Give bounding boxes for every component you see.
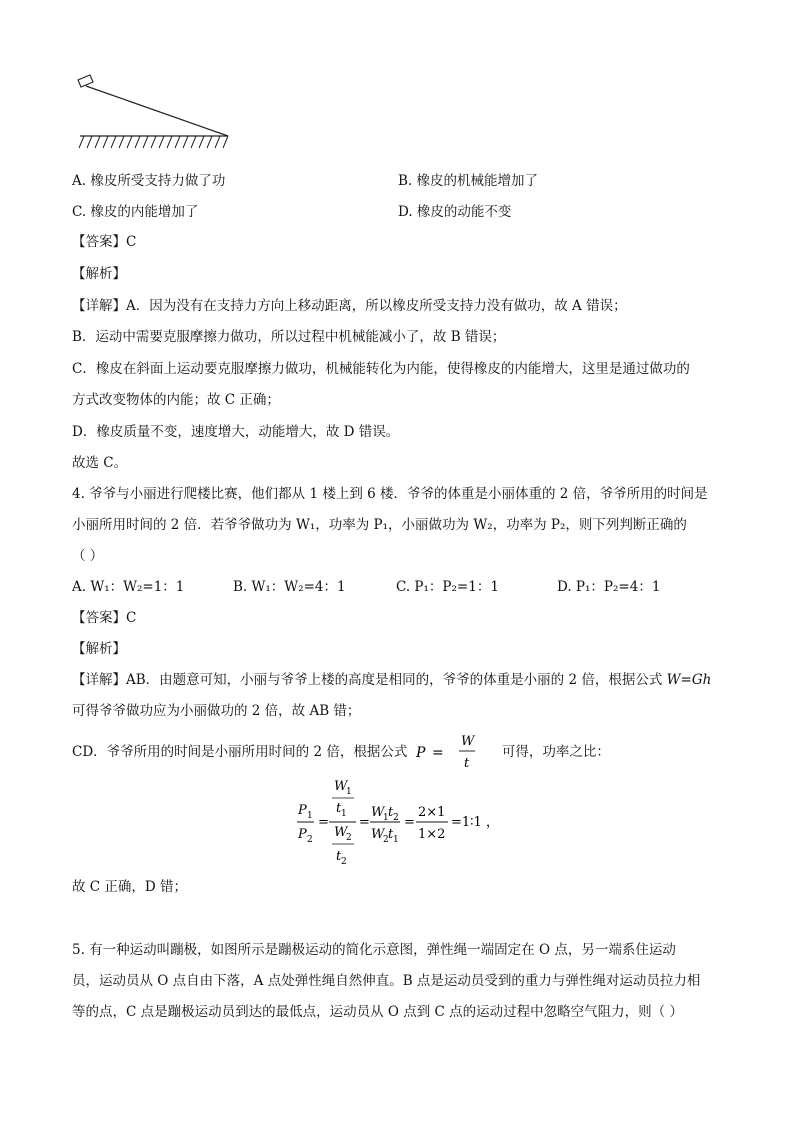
- ratio-p1-sub: 1: [307, 811, 313, 821]
- q4-detail-text: 【详解】AB．由题意可知，小丽与爷爷上楼的高度是相同的，爷爷的体重是小丽的 2 倍，根据公式: [72, 672, 667, 688]
- q3-detail-line: B．运动中需要克服摩擦力做功，所以过程中机械能减小了，故 B 错误；: [72, 329, 506, 345]
- incline-slope: [86, 86, 228, 136]
- q3-detail-line: 方式改变物体的内能；故 C 正确；: [72, 392, 280, 408]
- q3-detail-line: C．橡皮在斜面上运动要克服摩擦力做功，机械能转化为内能，使得橡皮的内能增大，这里是通过做功的: [72, 361, 690, 377]
- formula-p-symbol: P: [415, 745, 426, 761]
- formula-work: W=Gh: [666, 672, 712, 688]
- q4-detail-line: [72, 734, 610, 771]
- q4-answer: 【答案】C: [72, 610, 137, 626]
- q5-stem-line: 员，运动员从 O 点自由下落，A 点处弹性绳自然伸直。B 点是运动员受到的重力与弹性绳对运动员拉力相: [72, 973, 701, 989]
- q3-option-b: B. 橡皮的机械能增加了: [398, 173, 539, 189]
- power-formula: [412, 734, 498, 771]
- q5-stem-line: 等的点，C 点是蹦极运动员到达的最低点，运动员从 O 点到 C 点的运动过程中忽略空气阻力，则（ ）: [72, 1004, 683, 1020]
- q3-option-c: C. 橡皮的内能增加了: [72, 204, 199, 220]
- ratio-w1t2-sub1: 1: [383, 813, 389, 823]
- ratio-t1: t: [336, 801, 342, 816]
- ratio-equals-2: =: [359, 815, 370, 830]
- ratio-p2: P: [298, 827, 307, 842]
- q4-detail-line: [72, 670, 711, 690]
- q3-detail-line: D．橡皮质量不变，速度增大，动能增大，故 D 错误。: [72, 424, 400, 440]
- formula-equals: =: [431, 745, 444, 761]
- q4-analysis-label: 【解析】: [72, 641, 126, 657]
- formula-t-symbol: t: [463, 756, 469, 771]
- ratio-w1t2-t: t: [388, 805, 394, 820]
- incline-diagram: [74, 70, 234, 154]
- incline-block: [78, 75, 93, 87]
- q3-conclusion: 故选 C。: [72, 455, 128, 471]
- q4-stem-line: （ ）: [72, 548, 104, 564]
- ratio-equals-3: =: [404, 815, 415, 830]
- q4-detail-text: 可得，功率之比：: [501, 744, 610, 760]
- ratio-w1t2-sub2: 2: [393, 813, 399, 823]
- q4-option-b: B. W₁：W₂=4：1: [233, 579, 346, 595]
- ratio-w2t1: W: [371, 827, 385, 842]
- q4-detail-line: 可得爷爷做功应为小丽做功的 2 倍，故 AB 错；: [72, 703, 361, 719]
- q4-option-d: D. P₁：P₂=4：1: [557, 579, 661, 595]
- ratio-w1t2: W: [371, 805, 385, 820]
- q3-detail-line: 【详解】A．因为没有在支持力方向上移动距离，所以橡皮所受支持力没有做功，故 A 错误；: [72, 298, 627, 314]
- ratio-t2-sub: 2: [341, 857, 347, 867]
- ratio-w2t1-sub1: 2: [383, 835, 389, 845]
- ratio-w2t1-sub2: 1: [393, 835, 399, 845]
- ratio-result: =1∶1: [451, 815, 482, 830]
- ratio-w2: W: [334, 825, 348, 840]
- ratio-numeric-num: 2×1: [418, 805, 446, 820]
- q3-option-d: D. 橡皮的动能不变: [398, 204, 512, 220]
- q4-stem-line: 小丽所用时间的 2 倍．若爷爷做功为 W₁，功率为 P₁，小丽做功为 W₂，功率为 P₂，则下列判断正确的: [72, 517, 687, 533]
- ratio-t2: t: [336, 849, 342, 864]
- power-ratio-formula: [296, 776, 516, 868]
- q4-detail-text: CD．爷爷所用的时间是小丽所用时间的 2 倍，根据公式: [72, 744, 408, 760]
- q3-option-a: A. 橡皮所受支持力做了功: [72, 173, 226, 189]
- ratio-p1: P: [298, 803, 307, 818]
- formula-w-symbol: W: [460, 734, 474, 749]
- ratio-p2-sub: 2: [307, 835, 313, 845]
- ratio-comma: ，: [486, 815, 500, 830]
- ratio-t1-sub: 1: [341, 809, 347, 819]
- ratio-equals-1: =: [318, 815, 329, 830]
- q4-stem-line: 4. 爷爷与小丽进行爬楼比赛，他们都从 1 楼上到 6 楼．爷爷的体重是小丽体重的 2 倍，爷爷所用的时间是: [72, 486, 708, 502]
- q4-option-c: C. P₁：P₂=1：1: [396, 579, 499, 595]
- ground-hatching: [79, 136, 228, 148]
- q3-analysis-label: 【解析】: [72, 266, 126, 282]
- q4-conclusion: 故 C 正确，D 错；: [72, 879, 188, 895]
- q3-answer: 【答案】C: [72, 234, 137, 250]
- ratio-w2-sub: 2: [346, 833, 352, 843]
- q4-option-a: A. W₁：W₂=1：1: [72, 579, 185, 595]
- ratio-numeric-den: 1×2: [418, 827, 446, 842]
- ratio-w1-sub: 1: [346, 787, 352, 797]
- ratio-w1: W: [334, 779, 348, 794]
- ratio-w2t1-t: t: [388, 827, 394, 842]
- q5-stem-line: 5. 有一种运动叫蹦极，如图所示是蹦极运动的简化示意图，弹性绳一端固定在 O 点，另一端系住运动: [72, 942, 676, 958]
